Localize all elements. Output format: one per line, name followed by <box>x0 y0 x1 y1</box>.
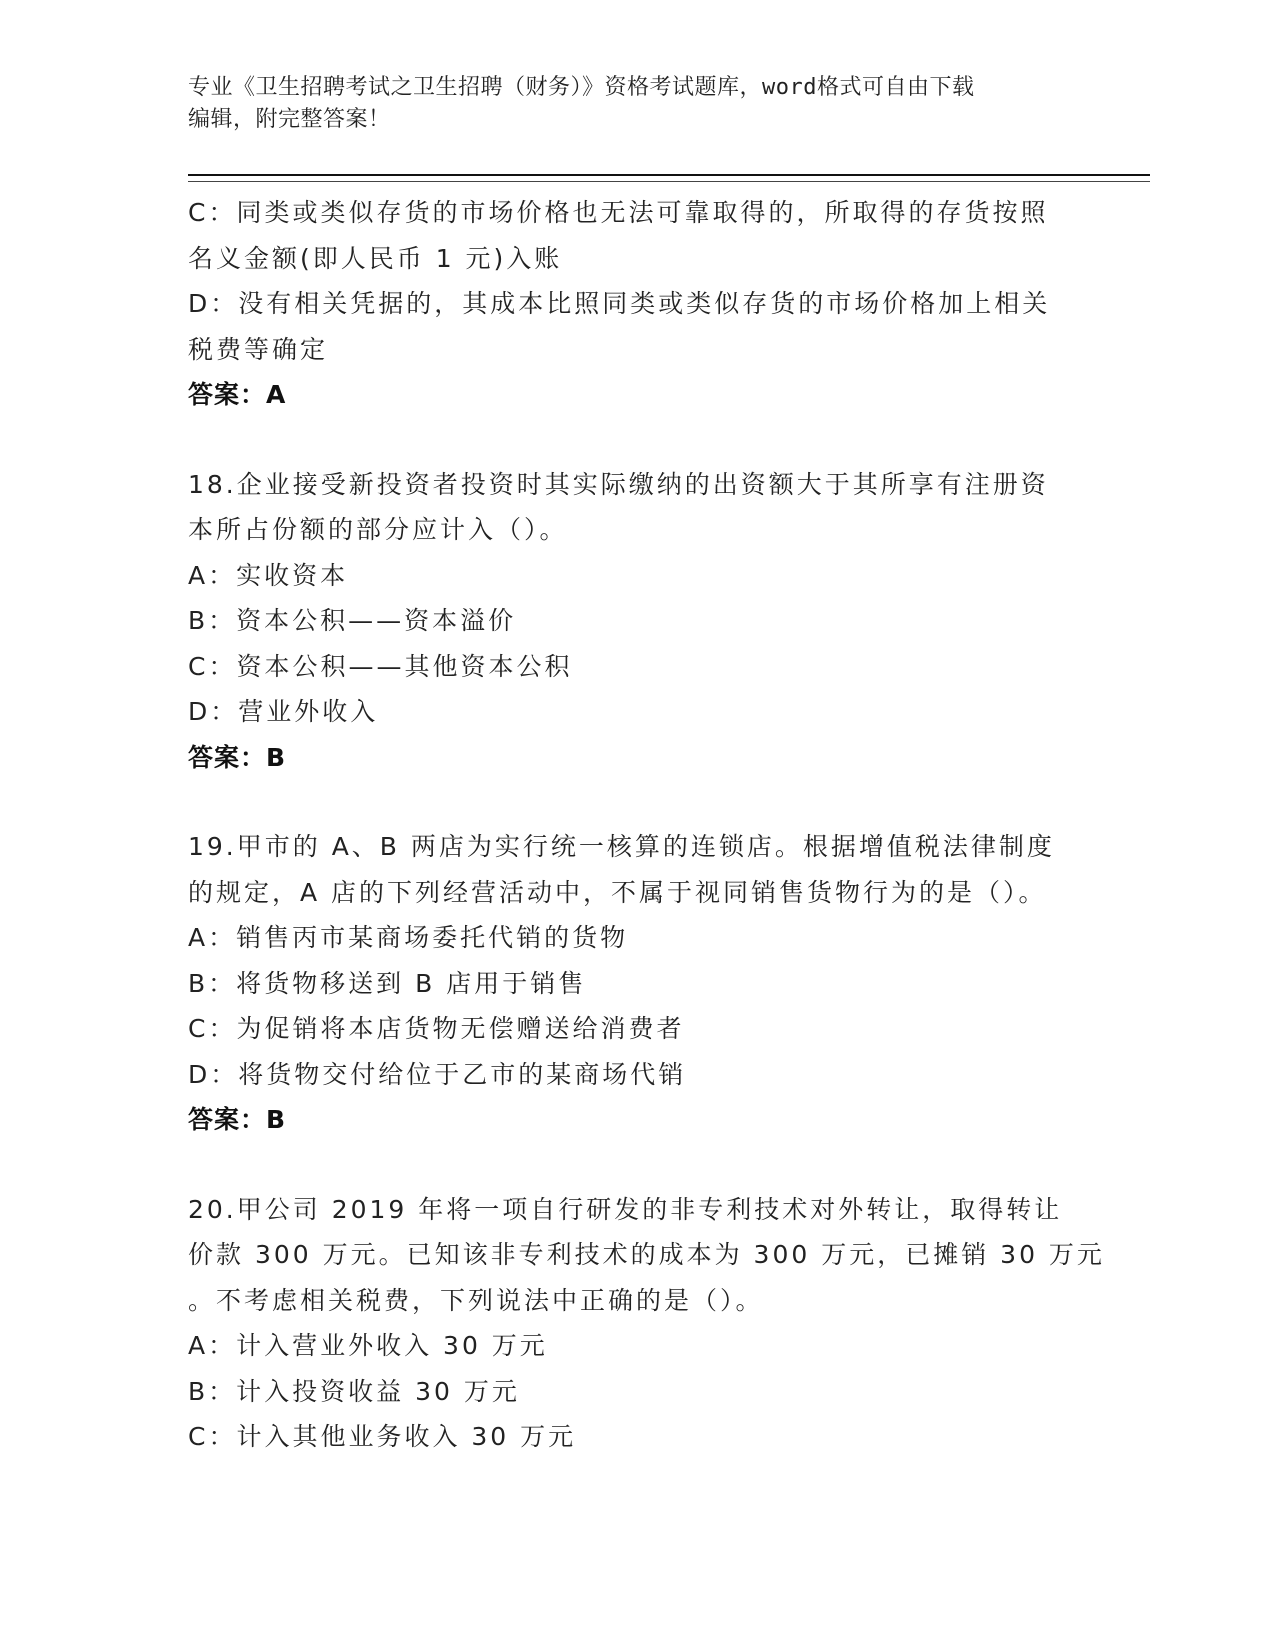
question-stem-line-1: 18.企业接受新投资者投资时其实际缴纳的出资额大于其所享有注册资 <box>188 469 1049 499</box>
question-stem-line-3: 。不考虑相关税费，下列说法中正确的是（）。 <box>188 1285 764 1315</box>
option-c: C：资本公积——其他资本公积 <box>188 651 573 681</box>
question-20 <box>188 1187 1105 1460</box>
header-line-1: 专业《卫生招聘考试之卫生招聘（财务）》资格考试题库，word格式可自由下载 <box>188 75 975 100</box>
option-c-line-1: C：同类或类似存货的市场价格也无法可靠取得的，所取得的存货按照 <box>188 198 1049 227</box>
header-line-2: 编辑，附完整答案！ <box>188 107 391 132</box>
option-a: A：计入营业外收入 30 万元 <box>188 1331 548 1360</box>
option-b: B：计入投资收益 30 万元 <box>188 1376 520 1406</box>
option-d-line-2: 税费等确定 <box>188 334 329 364</box>
header-divider-thin <box>188 181 1150 182</box>
question-18 <box>188 462 1088 781</box>
option-a: A：实收资本 <box>188 560 349 590</box>
answer: 答案：B <box>188 742 287 772</box>
question-19 <box>188 824 1088 1143</box>
option-d: D：营业外收入 <box>188 697 379 726</box>
question-stem-line-1: 19.甲市的 A、B 两店为实行统一核算的连锁店。根据增值税法律制度 <box>188 832 1055 861</box>
header-divider-thick <box>188 174 1150 176</box>
spacer <box>188 1143 1088 1187</box>
document-body <box>188 190 1105 1460</box>
option-b: B：将货物移送到 B 店用于销售 <box>188 968 587 998</box>
question-stem-line-1: 20.甲公司 2019 年将一项自行研发的非专利技术对外转让，取得转让 <box>188 1194 1063 1224</box>
question-stem-line-2: 价款 300 万元。已知该非专利技术的成本为 300 万元，已摊销 30 万元 <box>188 1240 1105 1269</box>
spacer <box>188 418 1088 462</box>
option-c: C：为促销将本店货物无偿赠送给消费者 <box>188 1014 685 1043</box>
answer: 答案：B <box>188 1105 287 1134</box>
question-stem-line-2: 本所占份额的部分应计入（）。 <box>188 515 568 544</box>
question-stem-line-2: 的规定，A 店的下列经营活动中，不属于视同销售货物行为的是（）。 <box>188 877 1047 907</box>
page-header <box>188 72 1068 136</box>
spacer <box>188 780 1088 824</box>
option-d-line-1: D：没有相关凭据的，其成本比照同类或类似存货的市场价格加上相关 <box>188 289 1051 318</box>
answer: 答案：A <box>188 380 287 409</box>
option-c: C：计入其他业务收入 30 万元 <box>188 1422 577 1451</box>
option-c-line-2: 名义金额(即人民币 1 元)入账 <box>188 243 563 273</box>
option-b: B：资本公积——资本溢价 <box>188 606 517 635</box>
option-a: A：销售丙市某商场委托代销的货物 <box>188 923 629 952</box>
option-d: D：将货物交付给位于乙市的某商场代销 <box>188 1059 687 1089</box>
question-17-tail <box>188 190 1088 418</box>
